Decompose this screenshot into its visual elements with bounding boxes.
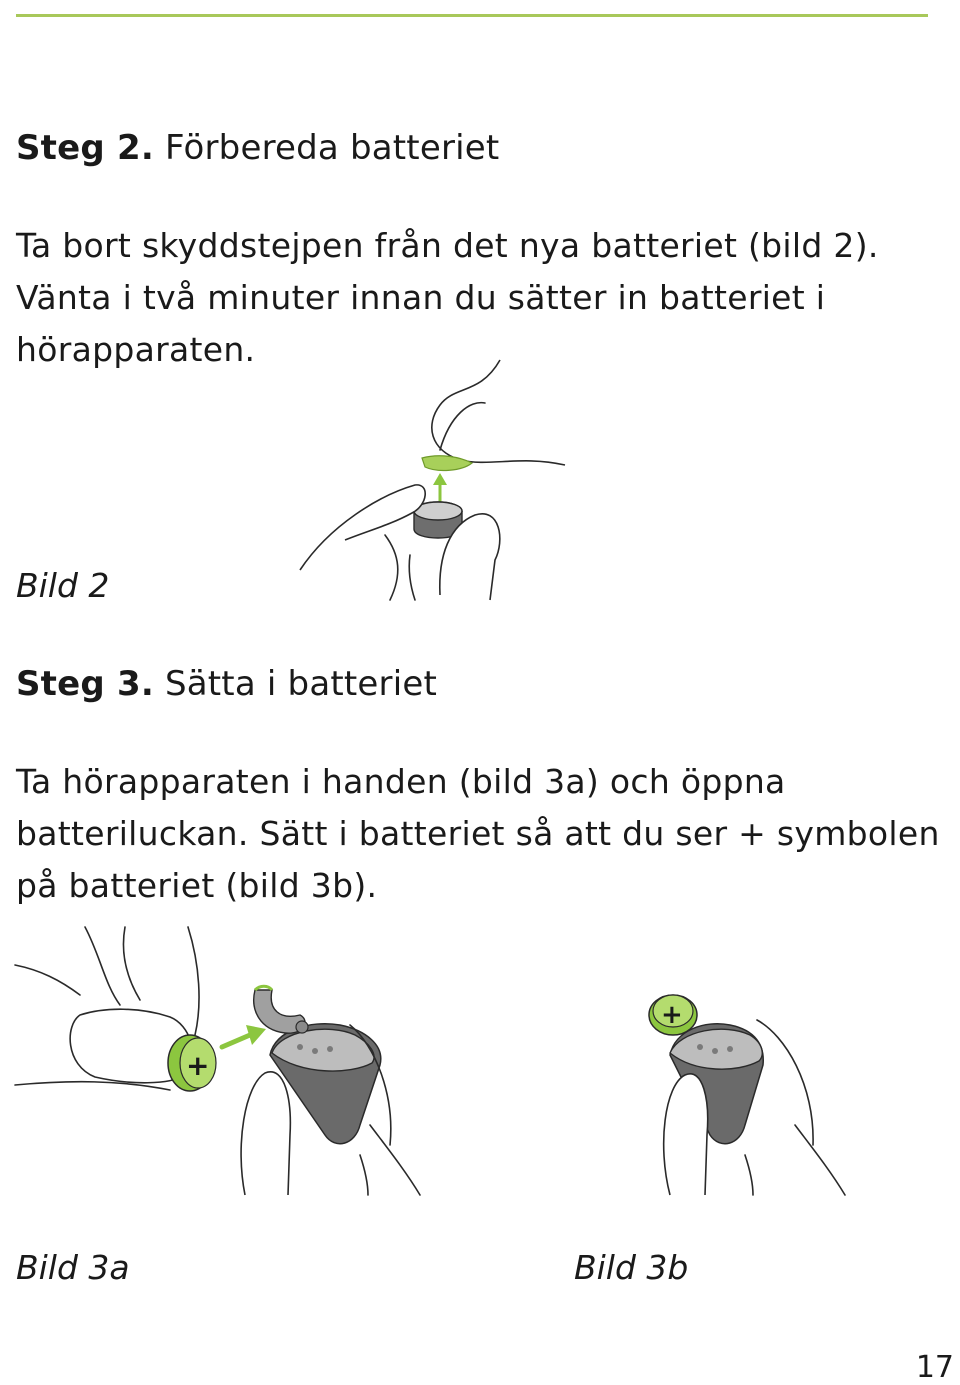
caption-bild-3b: Bild 3b (574, 1248, 689, 1287)
page-number: 17 (915, 1350, 954, 1385)
battery-plus-symbol-3b: + (661, 1000, 683, 1030)
step2-paragraph (16, 220, 879, 376)
step3-paragraph (16, 756, 940, 912)
illustration-bild-2 (290, 355, 590, 605)
step3-heading-text: Sätta i batteriet (153, 664, 438, 704)
step2-line-2: Vänta i två minuter innan du sätter in batteriet i (16, 278, 826, 317)
caption-bild-3a: Bild 3a (16, 1248, 130, 1287)
step2-heading-text: Förbereda batteriet (153, 128, 500, 168)
step2-heading (16, 128, 499, 168)
step2-line-3: hörapparaten. (16, 330, 256, 369)
step2-heading-number: Steg 2. (16, 128, 154, 168)
step3-line-1: Ta hörapparaten i handen (bild 3a) och öppna (16, 762, 786, 801)
caption-bild-2: Bild 2 (16, 566, 110, 605)
battery-plus-symbol-3a: + (186, 1049, 210, 1082)
illustration-bild-3b (645, 985, 885, 1200)
step3-line-3: på batteriet (bild 3b). (16, 866, 378, 905)
top-rule (16, 14, 928, 17)
step3-line-2: batteriluckan. Sätt i batteriet så att du ser + symbolen (16, 814, 940, 853)
step2-line-1: Ta bort skyddstejpen från det nya batteriet (bild 2). (16, 226, 879, 265)
illustration-bild-3a (10, 925, 470, 1200)
step3-heading (16, 664, 437, 704)
step3-heading-number: Steg 3. (16, 664, 154, 704)
